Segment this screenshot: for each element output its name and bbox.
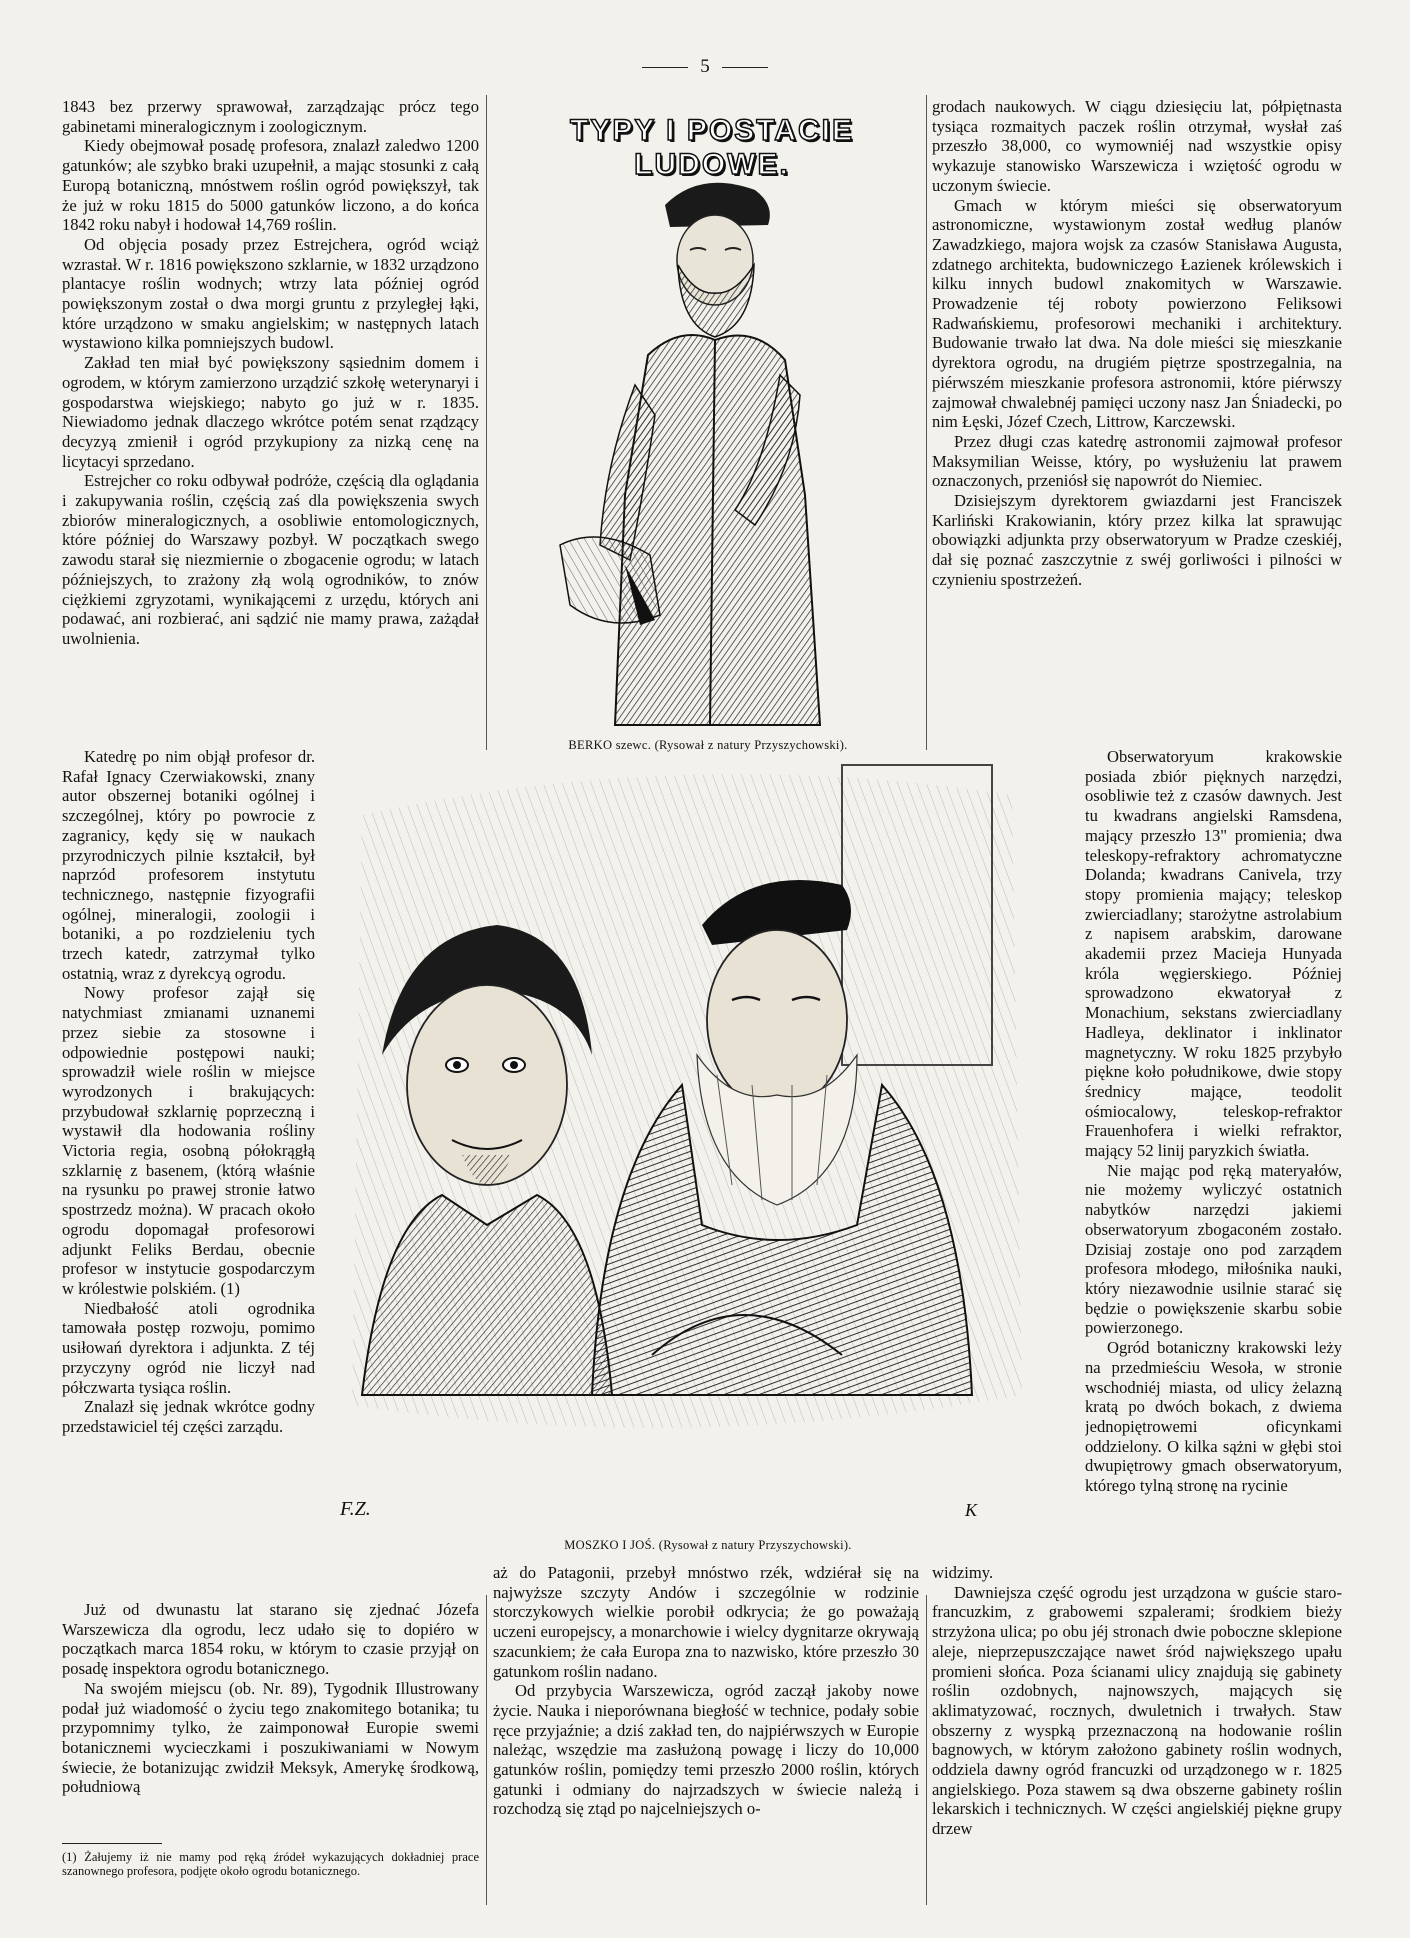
paragraph: Obserwatoryum krakowskie posiada zbiór pięknych narzędzi, osobliwie też z czasów dawnych. Jest tu kwadrans angielski Ramsdena, mający przeszło 13" promienia; dwa teleskopy-refraktory achromatyczne Dolanda; kwadrans Canivela, trzy stopy promienia mający; teleskop zwierciadlany; starożytne astrolabium z napisem arabskim, darowane akademii przez Macieja Hunyada króla węgierskiego. Później sprowadzono ekwatoryał z Monachium, sekstans zwierciadlany Hadleya, deklinator i inklinator magnetyczny. W roku 1825 przybyło piękne koło południkowe, dwie stopy średnicy mające, teodolit ośmiocalowy, teleskop-refraktor Frauenhofera i wielki refraktor, mający 52 linij paryzkich światła. — [1085, 747, 1342, 1161]
paragraph: Ogród botaniczny krakowski leży na przedmieściu Wesoła, w stronie wschodniéj miasta, od ulicy żelazną kratą po dwóch bokach, z dwiema jednopiętrowemi oficynkami oddzielony. O kilka sążni w głębi stoi dwupiętrowy gmach obserwatoryum, którego tylną stronę na rycinie — [1085, 1338, 1342, 1496]
paragraph: 1843 bez przerwy sprawował, zarządzając prócz tego gabinetami mineralogicznym i zoologicznym. — [62, 97, 479, 136]
column-rule — [926, 1595, 927, 1905]
footnote: (1) Żałujemy iż nie mamy pod ręką źródeł wykazujących dokładniej prace szanownego profesora, podjęte około ogrodu botanicznego. — [62, 1850, 479, 1878]
artist-signature-right: K — [965, 1500, 978, 1520]
column-rule — [486, 1595, 487, 1905]
paragraph: Już od dwunastu lat starano się zjednać Józefa Warszewicza dla ogrodu, lecz udało się to dopiéro w początkach marca 1854 roku, w którym to czasie przyjął on posadę inspektora ogrodu botanicznego. — [62, 1600, 479, 1679]
paragraph: Katedrę po nim objął profesor dr. Rafał Ignacy Czerwiakowski, znany autor obszernej botaniki ogólnej i szczególnej, który po powrocie z zagranicy, kędy się w naukach przyrodniczych pilnie kształcił, był naprzód profesorem instytutu technicznego, następnie fizyografii ogólnej, mineralogii, zoologii i botaniki, a po rozdzieleniu tych trzech katedr, zatrzymał tylko ostatnią, wraz z dyrekcyą ogrodu. — [62, 747, 315, 983]
folio-rule-left — [642, 67, 688, 68]
paragraph: Gmach w którym mieści się obserwatoryum astronomiczne, wystawionym został według planów Zawadzkiego, majora wojsk za czasów Stanisława Augusta, zdatnego architekta, budowniczego Łazienek królewskich i kilku innych budowl znakomitych w Warszawie. Prowadzenie téj roboty powierzono Feliksowi Radwańskiemu, profesorowi mechaniki i architektury. Budowanie trwało lat dwa. Na dole mieści się mieszkanie dyrektora ogrodu, na drugiém piętrze spostrzegalnia, na piérwszém mieszkanie profesora astronomii, które piérwszy zajmował chwalebnéj pamięci uczony nasz Jan Śniadecki, po nim Łęski, Józef Czech, Littrow, Karczewski. — [932, 195, 1342, 432]
paragraph: Nie mając pod ręką materyałów, nie możemy wyliczyć ostatnich nabytków narzędzi jakiemi obserwatoryum zbogaconém zostało. Dzisiaj zostaje ono pod zarządem profesora młodego, miłośnika nauki, który niezawodnie usilnie starać się będzie o powiększenie skarbu sobie powierzonego. — [1085, 1160, 1342, 1338]
artist-signature-left: F.Z. — [340, 1498, 371, 1520]
page-number — [620, 56, 790, 78]
column-right-lower — [932, 1563, 1342, 1908]
caption-moszko-i-jos: MOSZKO I JOŚ. (Rysował z natury Przyszychowski). — [564, 1538, 852, 1552]
column-rule — [926, 95, 927, 750]
caption-berko: BERKO szewc. (Rysował z natury Przyszychowski). — [568, 738, 848, 752]
column-left-upper — [62, 97, 479, 747]
illustration-berko — [530, 165, 890, 735]
paragraph: grodach naukowych. W ciągu dziesięciu lat, półpiętnasta tysiąca rozmaitych paczek roślin otrzymał, wysłał zaś przeszło 38,000, co wymowniéj nad wszystkie opisy wykazuje stanowisko Warszewicza i wziętość ogrodu w uczonym świecie. — [932, 97, 1342, 195]
page-number-text: 5 — [700, 56, 710, 77]
paragraph: Dzisiejszym dyrektorem gwiazdarni jest Franciszek Karliński Krakowianin, który przez kilka lat sprawując obowiązki adjunkta przy obserwatoryum w Pradze czeskiéj, dał się poznać zaszczytnie z swéj gorliwości i pilności w czynieniu spostrzeżeń. — [932, 491, 1342, 589]
paragraph: Estrejcher co roku odbywał podróże, częścią dla oglądania i zakupywania roślin, częścią zaś dla powiększenia swych zbiorów mineralogicznych, a osobliwie entomologicznych, które później do Warszawy pozbył. W początkach swego zawodu starał się niezmiernie o zbogacenie ogrodu; w latach późniejszych, to zrażony złą wolą ogrodników, to znów ciężkiemi zgryzotami, wynikającemi z urzędu, których ani podawać, ani rozbierać, ani sądzić nie mamy prawa, zażądał uwolnienia. — [62, 471, 479, 648]
paragraph: widzimy. — [932, 1563, 994, 1582]
paragraph: Nowy profesor zajął się natychmiast zmianami uznanemi przez siebie za stosowne i odpowiednie postępowi nauki; sprowadził wiele roślin w miejsce wyrodzonych i brakujących: przybudował szklarnię poprzeczną i wystawił dla hodowania rośliny Victoria regia, osobną półokrągłą szklarnię z basenem, (którą właśnie na rysunku po prawej stronie łatwo spostrzedz można). W pracach około ogrodu dopomagał profesorowi adjunkt Feliks Berdau, obecnie profesor w instytucie gospodarczym w królestwie polskiém. (1) — [62, 983, 315, 1298]
folio-rule-right — [722, 67, 768, 68]
paragraph: Od przybycia Warszewicza, ogród zaczął jakoby nowe życie. Nauka i nieporównana biegłość w technice, podały sobie ręce przyjaźnie; a dziś zakład ten, do najpiérwszych w Europie należąc, wszędzie ma zasłużoną powagę i liczy do 10,000 gatunków roślin, pomiędzy temi przeszło 2000 roślin, których gatunki i odmiany do najrzadszych w świecie należą i rozchodzą się ztąd po najcelniejszych o- — [493, 1681, 919, 1819]
paragraph: aż do Patagonii, przebył mnóstwo rzék, wdziérał się na najwyższe szczyty Andów i szczególnie w rodzinie storczykowych wielkie porobił odkrycia; że go poważają uczeni europejscy, a monarchowie i wielcy dygnitarze okrywają szacunkiem; że cała Europa zna to nazwisko, które przeszło 30 gatunkom roślin nadano. — [493, 1563, 919, 1681]
column-right-upper — [932, 97, 1342, 747]
paragraph: Zakład ten miał być powiększony sąsiednim domem i ogrodem, w którym zamierzono urządzić szkołę weterynaryi i gospodarstwa wiejskiego; nabyto go już w r. 1835. Niewiadomo jednak dlaczego wkrótce potém senat rządzący decyzyą zmienił i ogród przykupiony za nizką cenę na licytacyi sprzedano. — [62, 353, 479, 471]
paragraph: Znalazł się jednak wkrótce godny przedstawiciel téj części zarządu. — [62, 1397, 315, 1436]
paragraph: Na swojém miejscu (ob. Nr. 89), Tygodnik Illustrowany podał już wiadomość o życiu tego znakomitego botanika; tu przypomnimy tylko, że zaimponował Europie swemi botanicznemi wycieczkami i poszukiwaniami w Nowym świecie, że botanizując zwidził Meksyk, Amerykę środkową, południową — [62, 1678, 479, 1797]
illustration-moszko-i-jos — [322, 755, 1046, 1525]
section-title: TYPY I POSTACIE LUDOWE. — [570, 114, 854, 181]
paragraph: Dawniejsza część ogrodu jest urządzona w guście staro-francuzkim, z grabowemi szpalerami; środkiem bieży strzyżona ulica; po obu jéj stronach dwie poboczne sklepione aleje, nieprzepuszczające nawet śród największego upału promieni słońca. Poza ścianami ulicy znajdują się gabinety roślin ozdobnych, najnowszych, mających się aklimatyzować, rocznych, dwuletnich i trwałych. Staw obszerny z wyspką przeznaczoną na hodowanie roślin bagnowych, w którym założono gabinety roślin wodnych, oddziela dawny ogród francuzki od urządzonego w r. 1825 angielskiego. Poza stawem są dwa obszerne gabinety roślin lekarskich i technicznych. W części angielskiéj piękne grupy drzew — [932, 1582, 1342, 1839]
paragraph: Przez długi czas katedrę astronomii zajmował profesor Maksymilian Weisse, który, po wysłużeniu lat prawem oznaczonych, przeniósł się napowrót do Niemiec. — [932, 431, 1342, 491]
footnote-rule — [62, 1843, 162, 1844]
paragraph: Od objęcia posady przez Estrejchera, ogród wciąż wzrastał. W r. 1816 powiększono szklarnie, w 1832 urządzono plantacye roślin wodnych; wtrzy lata później ogród powiększonym został o dwa morgi gruntu z przyległej łąki, które urządzono w smaku angielskim; w następnych latach wystawiono kilka pomniejszych budowl. — [62, 234, 479, 353]
column-center-lower — [493, 1563, 919, 1843]
paragraph: Niedbałość atoli ogrodnika tamowała postęp rozwoju, pomimo usiłowań dyrektora i adjunkta. Z téj przyczyny ogród nie liczył nad półczwarta tysiąca roślin. — [62, 1298, 315, 1397]
paragraph: Kiedy obejmował posadę profesora, znalazł zaledwo 1200 gatunków; ale szybko braki uzupełnił, a mając stosunki z całą Europą botaniczną, mnóstwem roślin ogród powiększył, tak że już w roku 1815 do 5000 gatunków liczono, a do końca 1842 roku nabył i hodował 14,769 roślin. — [62, 136, 479, 235]
column-right-narrow — [1085, 747, 1342, 1547]
column-rule — [486, 95, 487, 750]
column-left-lower — [62, 1600, 479, 1840]
